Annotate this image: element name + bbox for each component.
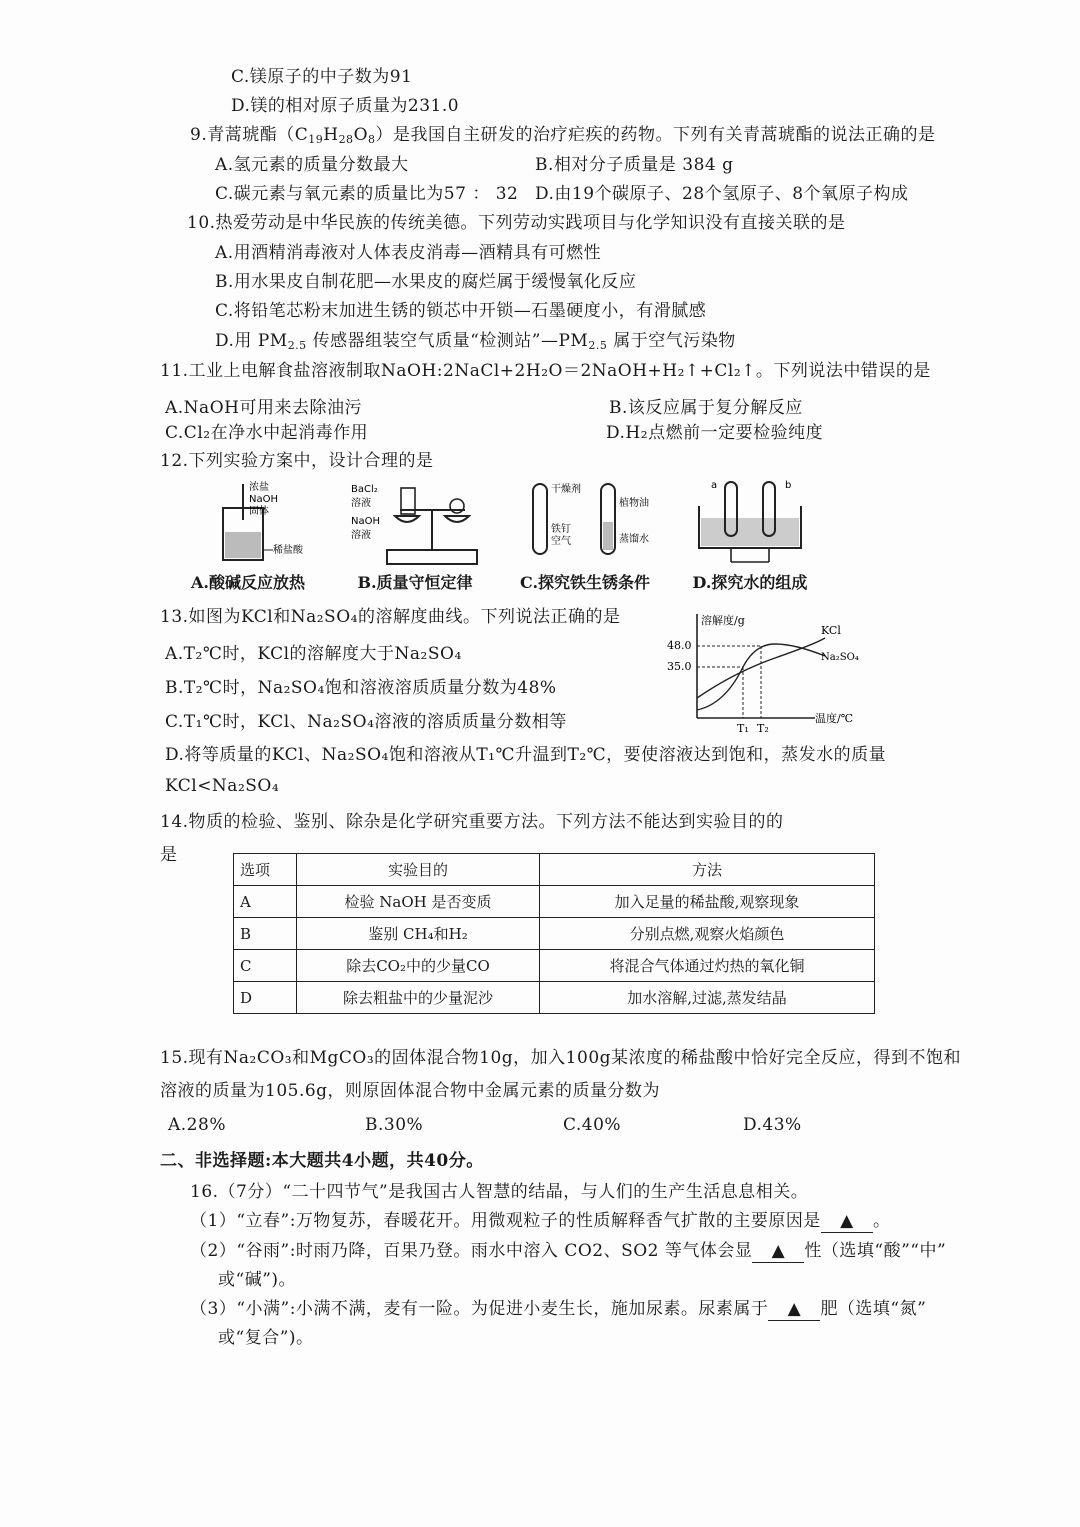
label-c2: 植物油 (619, 498, 649, 509)
q16-stem: 16.（7分）“二十四节气”是我国古人智慧的结晶，与人们的生产生活息息相关。 (190, 1182, 809, 1202)
caption-c: C.探究铁生锈条件 (519, 573, 651, 592)
q15-option-b: B.30% (365, 1115, 424, 1135)
caption-b: B.质量守恒定律 (357, 573, 473, 592)
q9-option-d: D.由19个碳原子、28个氢原子、8个氧原子构成 (535, 184, 909, 204)
q16-part2-line2: 或“碱”)。 (218, 1270, 297, 1290)
q13-option-b: B.T₂℃时，Na₂SO₄饱和溶液溶质质量分数为48% (165, 678, 557, 698)
q12-figure-d (680, 476, 820, 593)
header-method: 方法 (540, 854, 875, 886)
label-a4: 稀盐酸 (273, 545, 303, 556)
label-a3: 固体 (249, 506, 269, 517)
row-method: 分别点燃,观察火焰颜色 (540, 918, 875, 950)
q8-option-c: C.镁原子的中子数为91 (231, 67, 413, 87)
q15-option-d: D.43% (743, 1115, 802, 1135)
label-b1: BaCl₂ (351, 484, 378, 495)
graph-t2: T₂ (757, 722, 769, 733)
q14-stem-line2: 是 (160, 845, 178, 865)
table-row (234, 950, 875, 982)
row-purpose: 检验 NaOH 是否变质 (297, 886, 540, 918)
q16-part3: （3）“小满”:小满不满，麦有一险。为促进小麦生长，施加尿素。尿素属于 ▲ 肥（选填“氮” (190, 1299, 927, 1319)
q15-stem: 15.现有Na₂CO₃和MgCO₃的固体混合物10g，加入100g某浓度的稀盐酸中恰好完全反应，得到不饱和 (160, 1048, 962, 1068)
q14-stem: 14.物质的检验、鉴别、除杂是化学研究重要方法。下列方法不能达到实验目的的 (160, 812, 784, 832)
q11-option-c: C.Cl₂在净水中起消毒作用 (165, 423, 369, 443)
q12-figure-a (178, 480, 318, 593)
q9-option-b: B.相对分子质量是 384 g (535, 155, 734, 175)
q10-stem: 10.热爱劳动是中华民族的传统美德。下列劳动实践项目与化学知识没有直接关联的是 (187, 213, 846, 233)
test-tube-diagram (515, 480, 655, 570)
label-c4: 空气 (551, 536, 571, 547)
q9-stem: 9.青蒿琥酯$(C_{19}H_{28}O_8)$是我国自主研发的治疗疟疾的药物。下列有关青蒿琥酯的说法正确的是 (190, 125, 936, 146)
answer-blank-3[interactable]: ▲ (768, 1298, 820, 1321)
row-option: A (234, 886, 297, 918)
label-c5: 蒸馏水 (619, 534, 649, 545)
electrolysis-diagram (685, 476, 815, 570)
row-option: C (234, 950, 297, 982)
q16-part2: （2）“谷雨”:时雨乃降，百果乃登。雨水中溶入 CO2、SO2 等气体会显 ▲ 性（选填“酸”“中” (190, 1241, 947, 1261)
q14-table (233, 853, 875, 1014)
q12-stem: 12.下列实验方案中，设计合理的是 (160, 451, 434, 471)
label-d2: b (785, 480, 792, 491)
table-row (234, 982, 875, 1014)
q16-part1: （1）“立春”:万物复苏，春暖花开。用微观粒子的性质解释香气扩散的主要原因是 ▲ 。 (190, 1211, 891, 1231)
solubility-graph (665, 608, 880, 733)
q16-part3-line2: 或“复合”)。 (218, 1328, 314, 1348)
q10-option-d: D.用 $PM_{2.5}$ 传感器组装空气质量“检测站$”—PM_{2.5}$ 属于空气污染物 (215, 331, 736, 352)
q10-option-c: C.将铅笔芯粉末加进生锈的锁芯中开锁—石墨硬度小，有滑腻感 (215, 301, 707, 321)
q10-option-a: A.用酒精消毒液对人体表皮消毒—酒精具有可燃性 (215, 243, 602, 263)
answer-blank-2[interactable]: ▲ (752, 1240, 804, 1263)
q13-option-d-line2: KCl<Na₂SO₄ (165, 776, 280, 796)
header-purpose: 实验目的 (297, 854, 540, 886)
q15-stem-line2: 溶液的质量为105.6g，则原固体混合物中金属元素的质量分数为 (160, 1081, 661, 1101)
q13-option-d: D.将等质量的KCl、Na₂SO₄饱和溶液从T₁℃升温到T₂℃，要使溶液达到饱和，蒸发水的质量 (165, 745, 887, 765)
graph-t1: T₁ (737, 722, 749, 733)
q13-option-a: A.T₂℃时，KCl的溶解度大于Na₂SO₄ (165, 644, 462, 664)
q13-option-c: C.T₁℃时，KCl、Na₂SO₄溶液的溶质质量分数相等 (165, 712, 567, 732)
q12-figure-c (510, 480, 660, 593)
label-d1: a (711, 480, 718, 491)
q12-figure-b (340, 480, 490, 593)
series-kcl: KCl (821, 624, 841, 637)
table-header (234, 854, 875, 886)
row-purpose: 除去CO₂中的少量CO (297, 950, 540, 982)
label-a1: 浓盐 (249, 482, 269, 493)
beaker-diagram (193, 480, 303, 570)
series-na2so4: Na₂SO₄ (821, 652, 859, 663)
q15-option-c: C.40% (563, 1115, 622, 1135)
q9-option-c: C.碳元素与氧元素的质量比为57 ： 32 (215, 184, 519, 204)
q11-option-d: D.H₂点燃前一定要检验纯度 (606, 423, 824, 443)
label-a2: NaOH (249, 494, 278, 505)
balance-diagram (345, 480, 485, 570)
q11-option-b: B.该反应属于复分解反应 (609, 398, 803, 418)
label-b3: NaOH (351, 516, 380, 527)
label-c1: 干燥剂 (551, 484, 581, 495)
q13-stem: 13.如图为KCl和Na₂SO₄的溶解度曲线。下列说法正确的是 (160, 607, 621, 627)
header-option: 选项 (234, 854, 297, 886)
q15-option-a: A.28% (168, 1115, 226, 1135)
q9-option-a: A.氢元素的质量分数最大 (215, 155, 409, 175)
row-method: 将混合气体通过灼热的氧化铜 (540, 950, 875, 982)
label-b2: 溶液 (351, 498, 371, 509)
q10-option-b: B.用水果皮自制花肥—水果皮的腐烂属于缓慢氧化反应 (215, 272, 637, 292)
row-purpose: 除去粗盐中的少量泥沙 (297, 982, 540, 1014)
graph-xlabel: 温度/℃ (815, 712, 854, 725)
section-heading: 二、非选择题:本大题共4小题，共40分。 (160, 1151, 484, 1171)
row-method: 加入足量的稀盐酸,观察现象 (540, 886, 875, 918)
graph-ylabel: 溶解度/g (701, 614, 745, 627)
row-purpose: 鉴别 CH₄和H₂ (297, 918, 540, 950)
q8-option-d: D.镁的相对原子质量为231.0 (231, 96, 460, 116)
label-c3: 铁钉 (551, 524, 571, 535)
q11-option-a: A.NaOH可用来去除油污 (165, 398, 362, 418)
table-row (234, 918, 875, 950)
row-option: B (234, 918, 297, 950)
caption-d: D.探究水的组成 (692, 573, 808, 592)
caption-a: A.酸碱反应放热 (191, 573, 305, 592)
table-row (234, 886, 875, 918)
row-method: 加水溶解,过滤,蒸发结晶 (540, 982, 875, 1014)
graph-y1: 48.0 (667, 639, 692, 652)
answer-blank-1[interactable]: ▲ (821, 1210, 873, 1233)
label-b4: 溶液 (351, 530, 371, 541)
q11-stem: 11.工业上电解食盐溶液制取NaOH:2NaCl+2H₂O＝2NaOH+H₂↑+Cl₂↑。下列说法中错误的是 (160, 361, 931, 381)
row-option: D (234, 982, 297, 1014)
graph-y2: 35.0 (667, 660, 692, 673)
